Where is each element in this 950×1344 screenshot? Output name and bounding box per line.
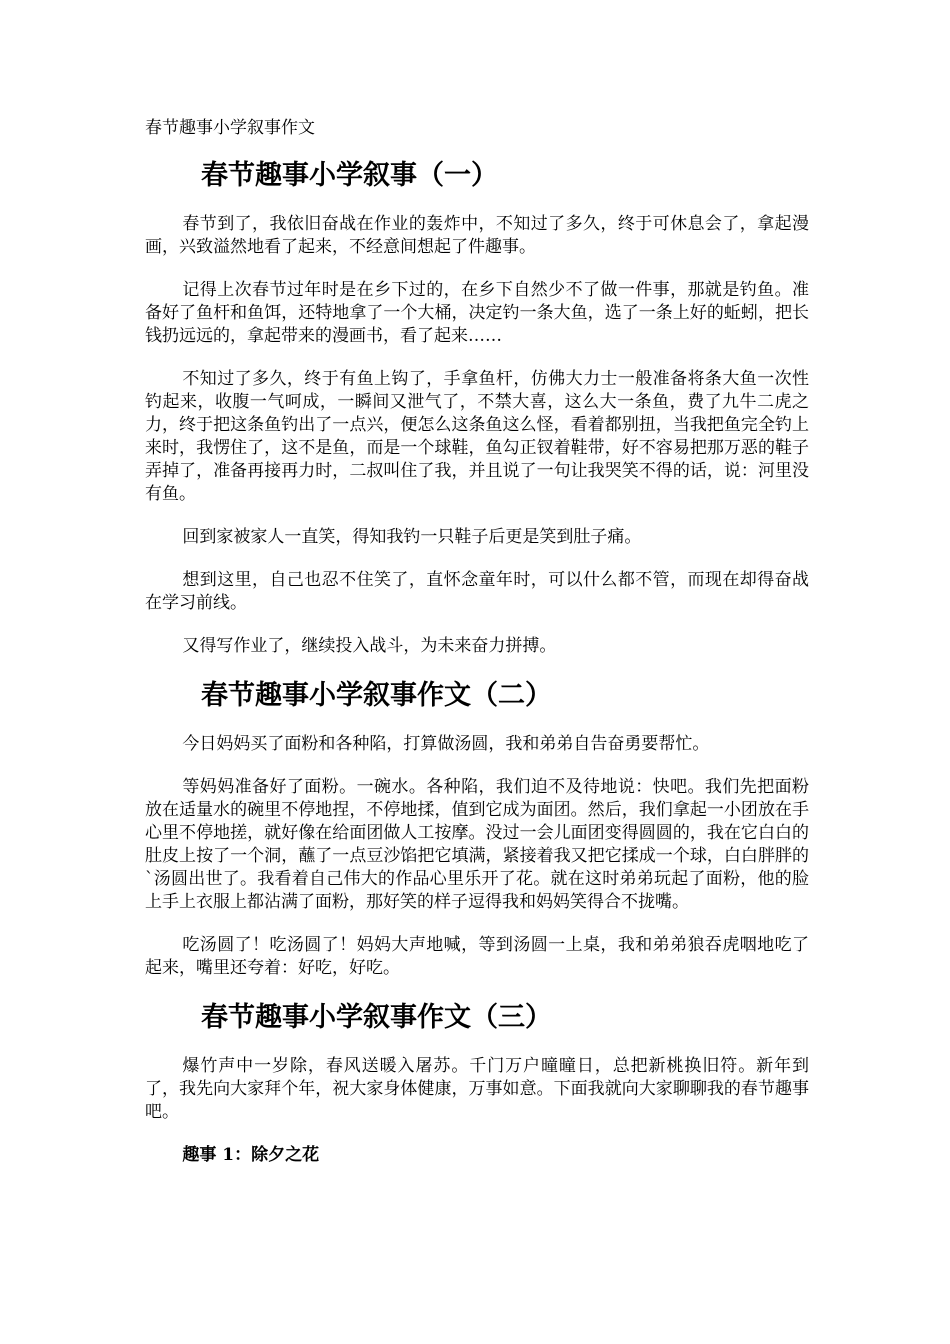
section-heading: 春节趣事小学叙事作文（二） — [201, 680, 552, 711]
sub-heading: 趣事 1：除夕之花 — [182, 1145, 320, 1165]
paragraph: 回到家被家人一直笑，得知我钓一只鞋子后更是笑到肚子痛。 — [182, 527, 642, 547]
paragraph: 今日妈妈买了面粉和各种陷，打算做汤圆，我和弟弟自告奋勇要帮忙。 — [182, 734, 710, 754]
paragraph: 记得上次春节过年时是在乡下过的，在乡下自然少不了做一件事，那就是钓鱼。准备好了鱼杆和鱼饵，还特地拿了一个大桶，决定钓一条大鱼，选了一条上好的蚯蚓，把长钱扔远远的，拿起带来的漫画书，看了起来…… — [145, 280, 809, 346]
document-title: 春节趣事小学叙事作文 — [145, 118, 315, 138]
paragraph: 等妈妈准备好了面粉。一碗水。各种陷，我们迫不及待地说：快吧。我们先把面粉放在适量水的碗里不停地捏，不停地揉，值到它成为面团。然后，我们拿起一小团放在手心里不停地搓，就好像在给面团做人工按摩。没过一会儿面团变得圆圆的，我在它白白的肚皮上按了一个洞，蘸了一点豆沙馅把它填满，紧接着我又把它揉成一个球，白白胖胖的`汤圆出世了。我看着自己伟大的作品心里乐开了花。就在这时弟弟玩起了面粉，他的脸上手上衣服上都沾满了面粉，那好笑的样子逗得我和妈妈笑得合不拢嘴。 — [145, 777, 809, 912]
section-3 — [145, 1000, 809, 1167]
section-2 — [145, 678, 809, 980]
paragraph: 吃汤圆了！吃汤圆了！妈妈大声地喊，等到汤圆一上桌，我和弟弟狼吞虎咽地吃了起来，嘴里还夸着：好吃，好吃。 — [145, 935, 809, 978]
paragraph: 不知过了多久，终于有鱼上钩了，手拿鱼杆，仿佛大力士一般准备将条大鱼一次性钓起来，收腹一气呵成，一瞬间又泄气了，不禁大喜，这么大一条鱼，费了九牛二虎之力，终于把这条鱼钓出了一点兴，便怎么这条鱼这么怪，看着都别扭，当我把鱼完全钓上来时，我愣住了，这不是鱼，而是一个球鞋，鱼勾正钗着鞋带，好不容易把那万恶的鞋子弄掉了，准备再接再力时，二叔叫住了我，并且说了一句让我哭笑不得的话，说：河里没有鱼。 — [145, 369, 809, 504]
paragraph: 想到这里，自己也忍不住笑了，直怀念童年时，可以什么都不管，而现在却得奋战在学习前线。 — [145, 570, 809, 613]
paragraph: 春节到了，我依旧奋战在作业的轰炸中，不知过了多久，终于可休息会了，拿起漫画，兴致溢然地看了起来，不经意间想起了件趣事。 — [145, 214, 809, 257]
document-page — [145, 117, 809, 1167]
paragraph: 又得写作业了，继续投入战斗，为未来奋力拼搏。 — [182, 636, 557, 656]
section-1 — [145, 158, 809, 658]
section-heading: 春节趣事小学叙事作文（三） — [201, 1002, 552, 1033]
section-heading: 春节趣事小学叙事（一） — [201, 160, 498, 191]
paragraph: 爆竹声中一岁除，春风送暖入屠苏。千门万户曈曈日，总把新桃换旧符。新年到了，我先向大家拜个年，祝大家身体健康，万事如意。下面我就向大家聊聊我的春节趣事吧。 — [145, 1056, 809, 1122]
